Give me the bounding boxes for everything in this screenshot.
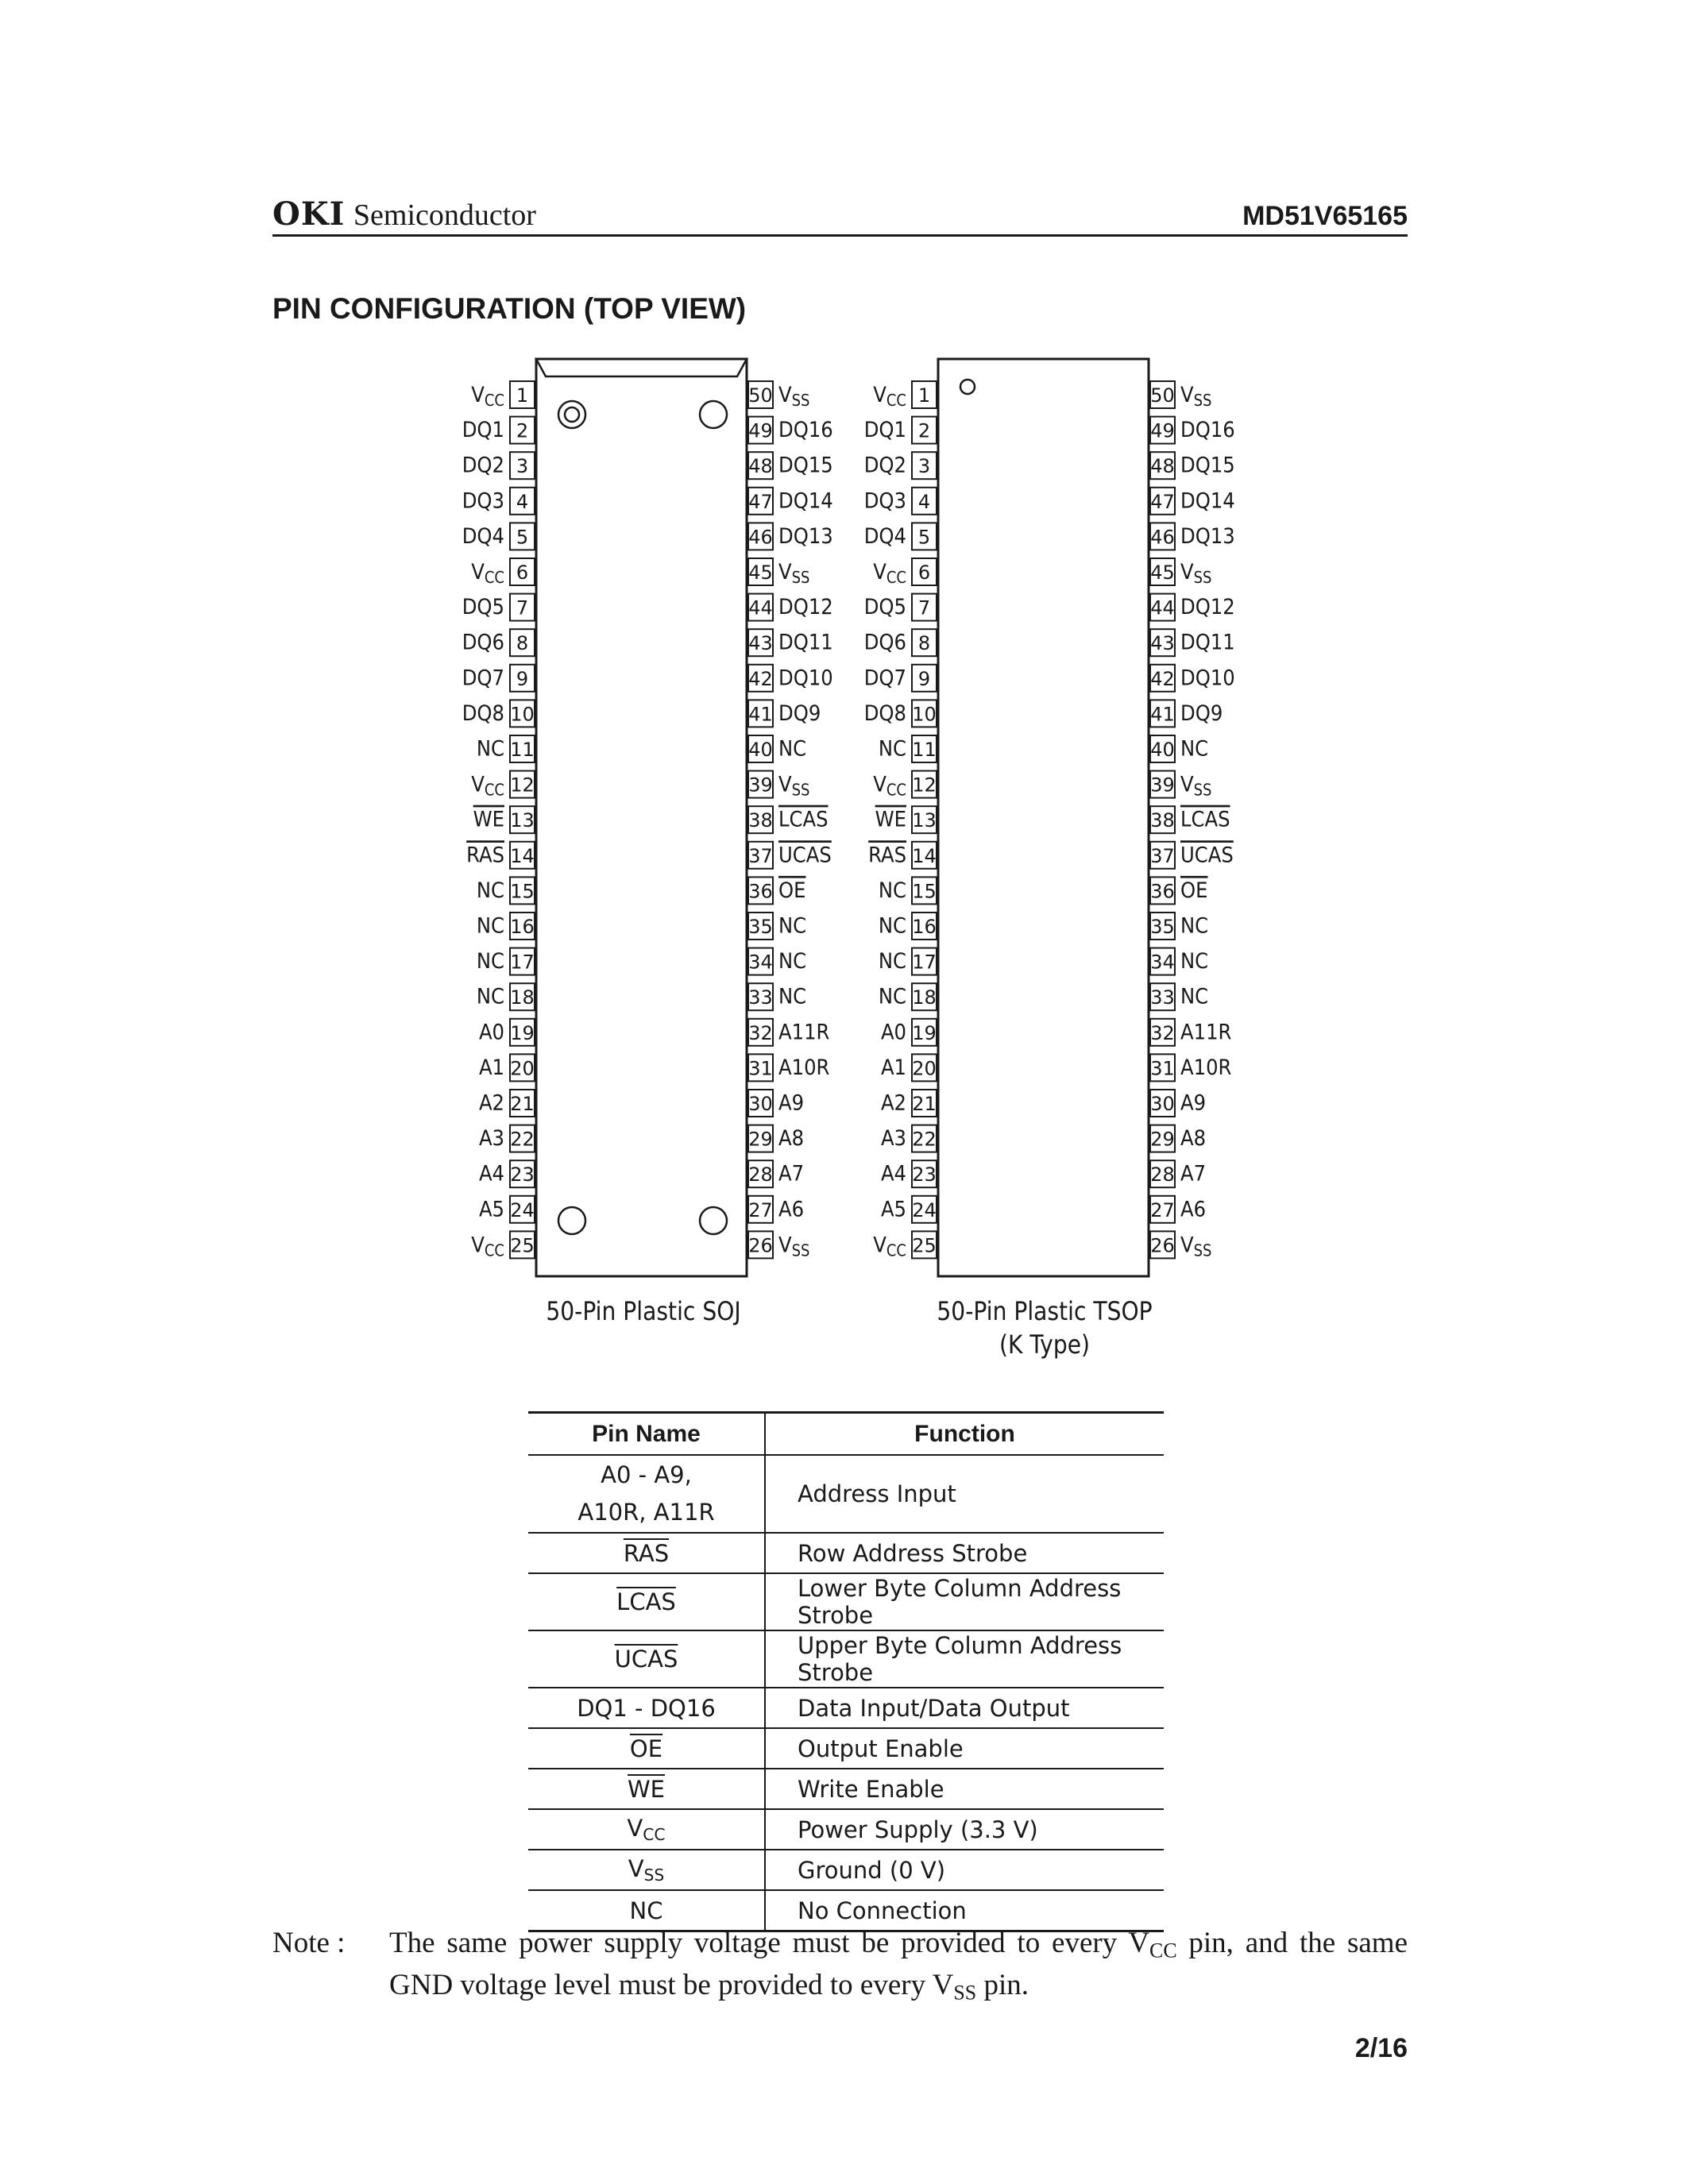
pkg0-pin-label: A8 — [778, 1126, 805, 1152]
pkg1-pin-label: UCAS — [1180, 843, 1234, 868]
pkg0-pin-label: DQ11 — [778, 630, 833, 655]
pkg1-pin-number: 27 — [1150, 1198, 1175, 1221]
pkg1-pin-label: A5 — [880, 1197, 906, 1222]
pkg1-pin-number: 3 — [917, 455, 931, 478]
pkg0-pin-label: A3 — [478, 1126, 504, 1152]
caption-tsop-line1: 50-Pin Plastic TSOP — [937, 1296, 1153, 1326]
pin-name-cell — [528, 1573, 765, 1630]
table-header-row — [528, 1413, 1164, 1456]
table-row — [528, 1455, 1164, 1533]
pkg1-pin-label: DQ12 — [1180, 595, 1235, 620]
pin-name-text: UCAS — [614, 1646, 678, 1673]
pkg1-pin-number: 48 — [1150, 455, 1175, 478]
col-header-pin-name: Pin Name — [528, 1413, 765, 1456]
function-cell: Power Supply (3.3 V) — [765, 1809, 1164, 1850]
pkg0-pin-label: DQ16 — [778, 418, 833, 443]
pkg0-pin-number: 10 — [510, 703, 535, 726]
pkg1-pin-label: DQ5 — [863, 595, 906, 620]
pkg0-pin-number: 17 — [510, 951, 535, 974]
pkg1-pin-label: A1 — [880, 1055, 906, 1080]
pkg1-pin-number: 44 — [1150, 596, 1175, 619]
note-sub-cc: CC — [1149, 1939, 1177, 1962]
pkg1-pin-number: 15 — [912, 880, 937, 903]
pkg0-pin-label: $V_{CC}$ — [471, 559, 504, 587]
pkg0-body — [536, 359, 747, 1276]
pkg0-index-mark-outer — [558, 401, 585, 428]
pkg0-pin-label: DQ13 — [778, 523, 833, 549]
pkg1-pin-number: 33 — [1150, 986, 1175, 1009]
pkg1-pin-label: DQ3 — [863, 488, 906, 514]
pkg0-pin-label: NC — [476, 913, 504, 939]
pkg0-pin-number: 36 — [748, 880, 773, 903]
pkg0-mold-mark-bl — [558, 1207, 585, 1234]
pkg0-pin-label: NC — [778, 949, 807, 974]
pkg0-pin-label: UCAS — [778, 843, 832, 868]
pkg1-pin-label: $V_{SS}$ — [1180, 559, 1212, 587]
pin-name-text: $V_{SS}$ — [628, 1854, 665, 1885]
pkg0-pin-label: DQ15 — [778, 453, 833, 478]
pin-name-text: $\overline{WE}$ — [628, 1775, 665, 1803]
pkg1-pin-number: 47 — [1150, 490, 1175, 513]
pkg0-pin-label: NC — [476, 878, 504, 903]
pkg1-pin-number: 37 — [1150, 844, 1175, 867]
pkg0-pin-number: 2 — [516, 419, 529, 442]
pkg1-pin-label: DQ9 — [1180, 700, 1223, 726]
pkg0-pin-number: 26 — [748, 1234, 773, 1257]
pkg0-pin-label: $V_{CC}$ — [471, 772, 504, 800]
pkg1-pin-number: 35 — [1150, 916, 1175, 938]
pkg1-pin-number: 49 — [1150, 419, 1175, 442]
pkg1-pin-label: $V_{SS}$ — [1180, 772, 1212, 800]
pkg1-pin-label: DQ14 — [1180, 488, 1235, 514]
pkg1-pin-label: DQ2 — [863, 453, 906, 478]
function-cell: No Connection — [765, 1890, 1164, 1931]
pkg0-pin-number: 22 — [510, 1128, 535, 1151]
pkg0-pin-number: 24 — [510, 1198, 535, 1221]
function-cell: Data Input/Data Output — [765, 1688, 1164, 1728]
pkg0-pin-number: 28 — [748, 1163, 773, 1187]
pkg1-pin-number: 10 — [912, 703, 937, 726]
pkg0-pin-number: 45 — [748, 561, 773, 584]
pkg1-pin-number: 31 — [1150, 1057, 1175, 1080]
pkg0-pin-label: A0 — [478, 1020, 504, 1045]
pkg1-pin-number: 13 — [912, 809, 937, 832]
table-row — [528, 1728, 1164, 1769]
pkg0-pin-number: 18 — [510, 986, 535, 1009]
pkg0-pin-label: DQ3 — [462, 488, 504, 514]
pin-name-cell — [528, 1630, 765, 1688]
pkg1-pin-number: 19 — [912, 1021, 937, 1044]
pkg1-pin-number: 46 — [1150, 526, 1175, 549]
pkg1-pin-label: A3 — [880, 1126, 906, 1152]
pkg0-pin-number: 13 — [510, 809, 535, 832]
pkg0-pin-number: 30 — [748, 1093, 773, 1115]
table-row — [528, 1769, 1164, 1809]
pkg0-pin-label: A6 — [778, 1197, 805, 1222]
part-number: MD51V65165 — [1242, 201, 1408, 231]
pkg1-pin-label: A2 — [880, 1090, 906, 1116]
pkg0-pin-label: RAS — [466, 843, 504, 868]
table-row — [528, 1688, 1164, 1728]
pkg0-pin-label: A1 — [478, 1055, 504, 1080]
pkg1-pin-number: 7 — [917, 596, 931, 619]
pkg0-pin-number: 39 — [748, 774, 773, 797]
pkg0-pin-number: 31 — [748, 1057, 773, 1080]
pkg1-pin-label: $V_{CC}$ — [873, 772, 906, 800]
pkg1-pin-label: DQ13 — [1180, 523, 1235, 549]
pkg1-pin-label: WE — [875, 807, 906, 832]
pkg0-notch — [536, 359, 747, 376]
pin-name-cell — [528, 1728, 765, 1769]
pkg0-pin-label: $V_{CC}$ — [471, 1232, 504, 1260]
pkg0-pin-number: 11 — [510, 739, 535, 761]
page-number: 2/16 — [1354, 2033, 1408, 2063]
pkg0-pin-label: $V_{SS}$ — [778, 772, 810, 800]
package-caption-tsop — [925, 1295, 1163, 1361]
pkg0-pin-number: 14 — [510, 844, 535, 867]
pkg0-pin-number: 37 — [748, 844, 773, 867]
note-part3: pin. — [976, 1969, 1029, 2002]
pkg0-pin-number: 47 — [748, 490, 773, 513]
pin-name-text: $\overline{OE}$ — [629, 1734, 663, 1762]
pkg1-pin-number: 9 — [917, 667, 931, 690]
pkg1-pin-label: DQ15 — [1180, 453, 1235, 478]
table-row — [528, 1533, 1164, 1573]
pkg1-pin-label: DQ6 — [863, 630, 906, 655]
pkg1-pin-label: NC — [1180, 984, 1209, 1009]
pkg1-pin-label: NC — [1180, 736, 1209, 762]
function-cell: Row Address Strobe — [765, 1533, 1164, 1573]
pkg1-pin-number: 25 — [912, 1234, 937, 1257]
pkg1-pin-number: 16 — [912, 916, 937, 938]
function-cell: Lower Byte Column Address Strobe — [765, 1573, 1164, 1630]
function-cell: Output Enable — [765, 1728, 1164, 1769]
pkg0-pin-number: 29 — [748, 1128, 773, 1151]
pkg1-pin-number: 5 — [917, 526, 931, 549]
pkg1-pin-label: DQ11 — [1180, 630, 1235, 655]
pkg0-pin-number: 33 — [748, 986, 773, 1009]
pkg0-mold-mark-br — [700, 1207, 727, 1234]
pkg0-pin-number: 38 — [748, 809, 773, 832]
pkg1-pin-label: DQ1 — [863, 418, 906, 443]
pkg1-pin-number: 43 — [1150, 632, 1175, 655]
pkg1-pin-number: 34 — [1150, 951, 1175, 974]
pin-name-cell — [528, 1455, 765, 1533]
pkg0-pin-number: 46 — [748, 526, 773, 549]
pkg1-pin-label: NC — [1180, 949, 1209, 974]
pkg0-pin-number: 50 — [748, 384, 773, 407]
pkg1-pin-number: 11 — [912, 739, 937, 761]
pkg1-pin-label: $V_{SS}$ — [1180, 382, 1212, 410]
pkg0-mold-mark-tr — [700, 401, 727, 428]
pkg0-pin-number: 41 — [748, 703, 773, 726]
pkg1-pin-number: 28 — [1150, 1163, 1175, 1187]
pkg0-pin-number: 4 — [516, 490, 529, 513]
pkg1-pin-label: A11R — [1180, 1020, 1232, 1045]
pkg1-pin-label: A4 — [880, 1161, 906, 1187]
pkg0-pin-label: OE — [778, 878, 806, 903]
pkg0-pin-number: 3 — [516, 455, 529, 478]
pkg1-pin-number: 29 — [1150, 1128, 1175, 1151]
pkg1-pin-number: 23 — [912, 1163, 937, 1187]
pkg1-pin-label: A0 — [880, 1020, 906, 1045]
pin-name-cell — [528, 1769, 765, 1809]
pkg0-pin-label: DQ8 — [462, 700, 504, 726]
pkg1-pin-number: 30 — [1150, 1093, 1175, 1115]
pkg1-pin-label: NC — [1180, 913, 1209, 939]
pkg0-pin-number: 48 — [748, 455, 773, 478]
pkg0-pin-number: 16 — [510, 916, 535, 938]
function-cell: Write Enable — [765, 1769, 1164, 1809]
pkg1-index-mark — [960, 380, 975, 394]
pkg0-pin-label: A4 — [478, 1161, 504, 1187]
pkg1-pin-number: 39 — [1150, 774, 1175, 797]
pkg1-pin-number: 20 — [912, 1057, 937, 1080]
section-title: PIN CONFIGURATION (TOP VIEW) — [272, 292, 747, 325]
pkg1-pin-label: A7 — [1180, 1161, 1207, 1187]
col-header-function: Function — [765, 1413, 1164, 1456]
pkg0-pin-label: DQ2 — [462, 453, 504, 478]
pkg0-pin-label: NC — [778, 736, 807, 762]
package-caption-soj — [524, 1295, 762, 1328]
table-row — [528, 1573, 1164, 1630]
pkg1-pin-label: NC — [878, 878, 906, 903]
pkg0-pin-number: 20 — [510, 1057, 535, 1080]
pkg0-pin-label: A2 — [478, 1090, 504, 1116]
table-row — [528, 1630, 1164, 1688]
pkg0-pin-number: 43 — [748, 632, 773, 655]
pkg0-pin-label: A11R — [778, 1020, 830, 1045]
pkg0-pin-number: 44 — [748, 596, 773, 619]
caption-tsop-line2: (K Type) — [999, 1329, 1091, 1360]
pkg1-pin-number: 41 — [1150, 703, 1175, 726]
pin-name-line1: A0 - A9, — [601, 1461, 692, 1488]
pkg1-pin-label: A10R — [1180, 1055, 1232, 1080]
pkg1-pin-label: A6 — [1180, 1197, 1207, 1222]
pin-name-cell: DQ1 - DQ16 — [528, 1688, 765, 1728]
table-row — [528, 1809, 1164, 1850]
caption-soj-line1: 50-Pin Plastic SOJ — [546, 1296, 741, 1326]
pkg1-pin-label: RAS — [868, 843, 906, 868]
pkg1-pin-label: A9 — [1180, 1090, 1207, 1116]
pkg0-pin-label: NC — [476, 736, 504, 762]
pin-name-text: $\overline{RAS}$ — [623, 1539, 670, 1567]
pkg0-pin-label: A9 — [778, 1090, 805, 1116]
pkg1-pin-number: 18 — [912, 986, 937, 1009]
pkg1-pin-label: LCAS — [1180, 807, 1230, 832]
note-part1: The same power supply voltage must be provided to every V — [389, 1927, 1150, 1959]
pkg1-pin-label: DQ8 — [863, 700, 906, 726]
pkg0-pin-number: 34 — [748, 951, 773, 974]
pkg1-pin-number: 42 — [1150, 667, 1175, 690]
pin-name-cell — [528, 1533, 765, 1573]
pkg1-pin-number: 38 — [1150, 809, 1175, 832]
note-text — [389, 1926, 1408, 2011]
pkg0-pin-label: $V_{CC}$ — [471, 382, 504, 410]
pkg1-pin-number: 21 — [912, 1093, 937, 1115]
pkg0-pin-number: 1 — [516, 384, 529, 407]
pkg1-pin-number: 26 — [1150, 1234, 1175, 1257]
pin-function-table — [528, 1411, 1164, 1932]
pkg1-pin-label: DQ16 — [1180, 418, 1235, 443]
pkg0-pin-number: 27 — [748, 1198, 773, 1221]
pkg1-pin-label: NC — [878, 949, 906, 974]
pkg1-pin-label: NC — [878, 984, 906, 1009]
pkg1-pin-number: 50 — [1150, 384, 1175, 407]
pkg0-pin-label: A5 — [478, 1197, 504, 1222]
function-cell: Ground (0 V) — [765, 1850, 1164, 1890]
pkg1-pin-label: OE — [1180, 878, 1208, 903]
pkg0-pin-label: NC — [476, 984, 504, 1009]
pin-name-cell — [528, 1850, 765, 1890]
pkg1-pin-number: 17 — [912, 951, 937, 974]
pkg0-pin-number: 7 — [516, 596, 529, 619]
function-cell: Address Input — [765, 1455, 1164, 1533]
pkg0-pin-number: 12 — [510, 774, 535, 797]
pkg0-pin-label: $V_{SS}$ — [778, 559, 810, 587]
pkg0-pin-number: 40 — [748, 739, 773, 761]
note-sub-ss: SS — [953, 1981, 977, 2005]
pkg0-pin-number: 15 — [510, 880, 535, 903]
pkg1-pin-number: 22 — [912, 1128, 937, 1151]
pkg1-pin-number: 6 — [917, 561, 931, 584]
pkg0-pin-label: DQ6 — [462, 630, 504, 655]
pkg1-pin-label: $V_{SS}$ — [1180, 1232, 1212, 1260]
pkg1-pin-label: A8 — [1180, 1126, 1207, 1152]
pkg0-pin-label: A7 — [778, 1161, 805, 1187]
pkg0-pin-label: LCAS — [778, 807, 829, 832]
pin-name-text: $V_{CC}$ — [627, 1814, 666, 1845]
function-cell: Upper Byte Column Address Strobe — [765, 1630, 1164, 1688]
pkg1-pin-number: 45 — [1150, 561, 1175, 584]
pkg0-pin-label: DQ7 — [462, 666, 504, 691]
pkg0-pin-label: NC — [778, 984, 807, 1009]
pkg0-pin-label: DQ9 — [778, 700, 821, 726]
pkg1-pin-number: 32 — [1150, 1021, 1175, 1044]
pkg1-pin-number: 14 — [912, 844, 937, 867]
pkg1-pin-number: 36 — [1150, 880, 1175, 903]
pkg0-pin-label: DQ12 — [778, 595, 833, 620]
pin-name-line2: A10R, A11R — [577, 1499, 715, 1526]
pkg0-pin-number: 49 — [748, 419, 773, 442]
pkg0-pin-label: NC — [476, 949, 504, 974]
pkg0-pin-number: 19 — [510, 1021, 535, 1044]
pkg0-pin-label: DQ14 — [778, 488, 833, 514]
table-row — [528, 1850, 1164, 1890]
pkg1-pin-number: 24 — [912, 1198, 937, 1221]
pkg0-pin-label: $V_{SS}$ — [778, 382, 810, 410]
pin-name-cell: NC — [528, 1890, 765, 1931]
brand-logo: OKI — [272, 195, 346, 233]
pin-name-text: LCAS — [616, 1588, 676, 1615]
pin-name-cell — [528, 1809, 765, 1850]
pkg1-pin-number: 1 — [917, 384, 931, 407]
pkg1-pin-label: $V_{CC}$ — [873, 1232, 906, 1260]
pkg1-pin-label: $V_{CC}$ — [873, 559, 906, 587]
pkg0-pin-number: 9 — [516, 667, 529, 690]
pkg0-pin-number: 5 — [516, 526, 529, 549]
pkg1-pin-number: 8 — [917, 632, 931, 655]
pkg0-pin-number: 32 — [748, 1021, 773, 1044]
note-part2: pin, and the same GND voltage level must be provided to every V — [389, 1927, 1408, 2002]
pkg1-pin-number: 12 — [912, 774, 937, 797]
note-label: Note : — [272, 1927, 346, 1959]
pkg1-pin-label: DQ4 — [863, 523, 906, 549]
pkg0-pin-number: 6 — [516, 561, 529, 584]
pkg0-pin-label: $V_{SS}$ — [778, 1232, 810, 1260]
pkg1-pin-label: NC — [878, 736, 906, 762]
pkg1-pin-label: $V_{CC}$ — [873, 382, 906, 410]
pkg0-pin-label: NC — [778, 913, 807, 939]
pkg1-pin-label: DQ7 — [863, 666, 906, 691]
pkg0-pin-label: A10R — [778, 1055, 830, 1080]
pkg1-pin-label: NC — [878, 913, 906, 939]
pkg0-pin-label: DQ5 — [462, 595, 504, 620]
pkg1-pin-number: 4 — [917, 490, 931, 513]
pkg0-pin-label: WE — [473, 807, 504, 832]
pkg1-pin-number: 2 — [917, 419, 931, 442]
pkg1-body — [938, 359, 1149, 1276]
pkg0-pin-number: 8 — [516, 632, 529, 655]
pkg0-pin-number: 23 — [510, 1163, 535, 1187]
pkg1-pin-number: 40 — [1150, 739, 1175, 761]
table-row — [528, 1890, 1164, 1931]
pkg0-pin-number: 35 — [748, 916, 773, 938]
pkg0-pin-label: DQ1 — [462, 418, 504, 443]
pkg0-pin-label: DQ4 — [462, 523, 504, 549]
pkg0-pin-number: 25 — [510, 1234, 535, 1257]
pkg0-pin-number: 21 — [510, 1093, 535, 1115]
pkg1-pin-label: DQ10 — [1180, 666, 1235, 691]
pkg0-pin-number: 42 — [748, 667, 773, 690]
pkg0-index-mark-inner — [565, 407, 579, 422]
brand-division: Semiconductor — [353, 199, 536, 232]
pkg0-pin-label: DQ10 — [778, 666, 833, 691]
